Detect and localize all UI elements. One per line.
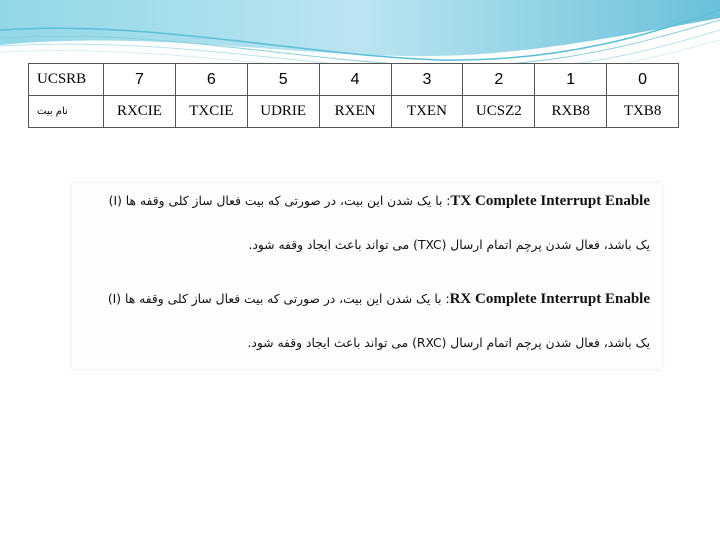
bit-name-cell: TXEN <box>391 96 463 128</box>
bit-number-cell: 0 <box>607 64 679 96</box>
rxcie-text-1: : با یک شدن این بیت، در صورتی که بیت فعال ساز کلی وقفه ها (I) <box>107 292 450 306</box>
bit-number-cell: 2 <box>463 64 535 96</box>
rxcie-term: RX Complete Interrupt Enable <box>449 291 650 307</box>
register-name-cell: UCSRB <box>29 64 104 96</box>
bit-name-row <box>29 96 679 128</box>
rxcie-description-line1 <box>82 291 650 308</box>
bit-name-cell: RXB8 <box>535 96 607 128</box>
bit-name-cell: RXCIE <box>104 96 176 128</box>
bit-name-cell: UCSZ2 <box>463 96 535 128</box>
txcie-text-1: : با یک شدن این بیت، در صورتی که بیت فعال ساز کلی وقفه ها (I) <box>108 194 451 208</box>
bit-name-cell: TXB8 <box>607 96 679 128</box>
bit-description-box <box>72 183 662 369</box>
bit-name-cell: UDRIE <box>247 96 319 128</box>
txcie-term: TX Complete Interrupt Enable <box>450 193 650 209</box>
bit-name-label-cell: نام بیت <box>29 96 104 128</box>
bit-name-cell: RXEN <box>319 96 391 128</box>
bit-number-row <box>29 64 679 96</box>
txcie-description-line2: یک باشد، فعال شدن پرچم اتمام ارسال (TXC) می تواند باعث ایجاد وقفه شود. <box>248 238 650 252</box>
bit-number-cell: 6 <box>175 64 247 96</box>
bit-number-cell: 1 <box>535 64 607 96</box>
rxcie-description-line2: یک باشد، فعال شدن پرچم اتمام ارسال (RXC) می تواند باعث ایجاد وقفه شود. <box>247 336 650 350</box>
bit-number-cell: 7 <box>104 64 176 96</box>
txcie-description-line1 <box>82 193 650 210</box>
ucsrb-register-table <box>28 63 679 128</box>
bit-number-cell: 5 <box>247 64 319 96</box>
bit-name-cell: TXCIE <box>175 96 247 128</box>
bit-number-cell: 3 <box>391 64 463 96</box>
bit-number-cell: 4 <box>319 64 391 96</box>
